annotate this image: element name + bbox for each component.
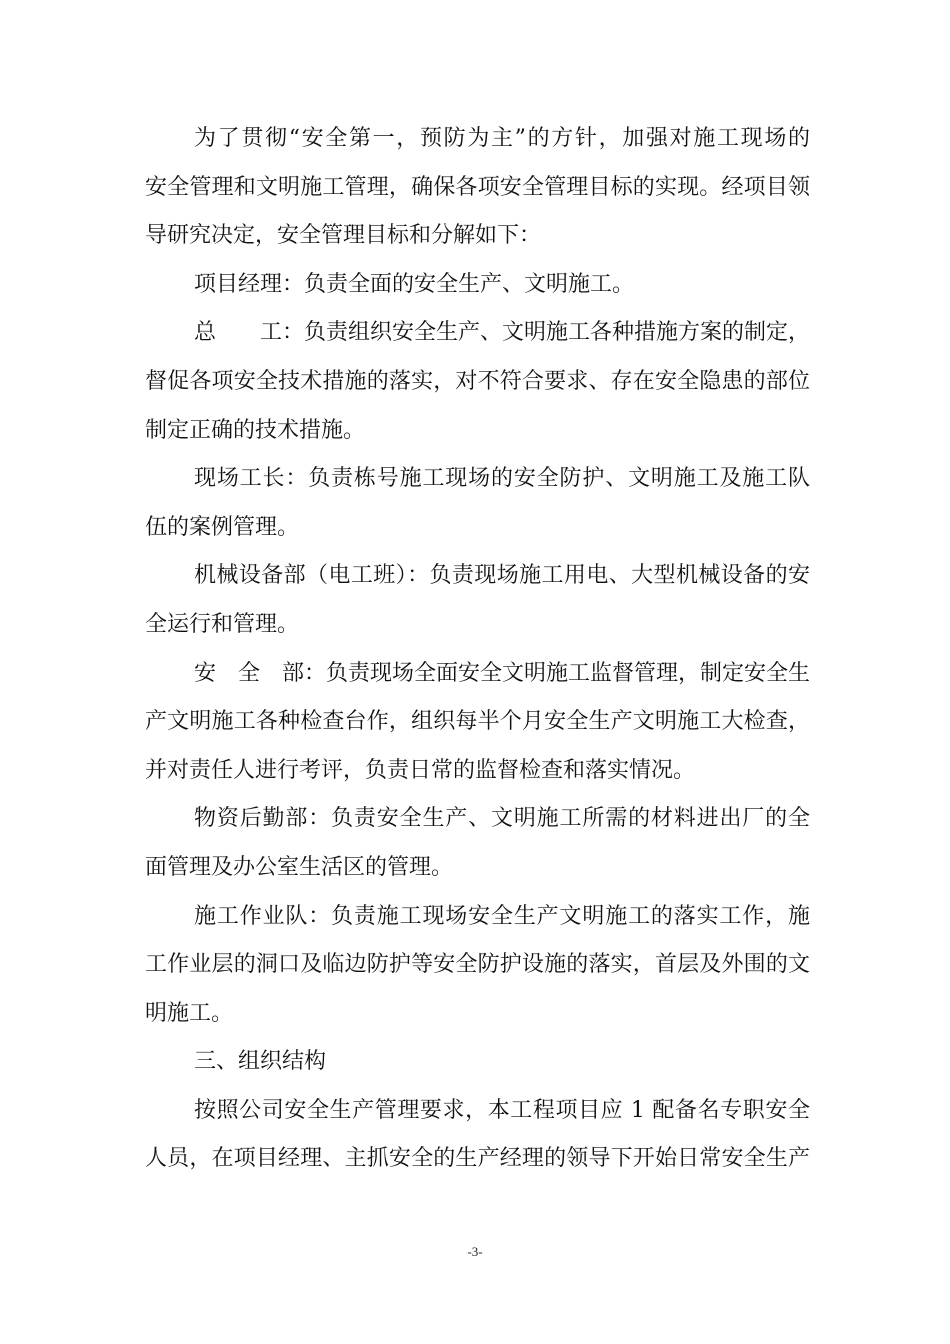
paragraph-line: 现场工长：负责栋号施工现场的安全防护、文明施工及施工队 [194,466,810,492]
section-heading: 三、组织结构 [194,1049,327,1075]
page-number: -3- [467,1244,483,1259]
paragraph-line: 安 全 部：负责现场全面安全文明施工监督管理，制定安全生 [194,660,811,686]
paragraph-line: 按照公司安全生产管理要求，本工程项目应 1 配备名专职安全 [194,1097,810,1123]
paragraph-line: 产文明施工各种检查台作，组织每半个月安全生产文明施工大检查， [145,709,810,735]
paragraph-line: 总 工：负责组织安全生产、文明施工各种措施方案的制定， [194,320,811,346]
paragraph-line: 导研究决定，安全管理目标和分解如下： [145,223,542,249]
paragraph-line: 明施工。 [145,1000,234,1026]
paragraph-line: 项目经理：负责全面的安全生产、文明施工。 [194,271,635,297]
paragraph-line: 面管理及办公室生活区的管理。 [145,854,454,880]
paragraph-line: 工作业层的洞口及临边防护等安全防护设施的落实，首层及外围的文 [145,952,810,978]
paragraph-line: 督促各项安全技术措施的落实，对不符合要求、存在安全隐患的部位 [145,368,810,394]
paragraph-line: 为了贯彻“安全第一，预防为主”的方针，加强对施工现场的 [194,126,810,151]
body-text [145,115,810,1184]
paragraph-line: 并对责任人进行考评，负责日常的监督检查和落实情况。 [145,757,696,783]
paragraph-line: 施工作业队：负责施工现场安全生产文明施工的落实工作，施 [194,903,810,929]
paragraph-line: 人员，在项目经理、主抓安全的生产经理的领导下开始日常安全生产 [145,1146,810,1172]
paragraph-line: 机械设备部（电工班）：负责现场施工用电、大型机械设备的安 [194,563,810,589]
paragraph-line: 物资后勤部：负责安全生产、文明施工所需的材料进出厂的全 [194,806,810,832]
paragraph-line: 安全管理和文明施工管理，确保各项安全管理目标的实现。经项目领 [145,174,810,200]
paragraph-line: 伍的案例管理。 [145,514,300,540]
paragraph-line: 全运行和管理。 [145,611,300,637]
paragraph-line: 制定正确的技术措施。 [145,417,366,443]
